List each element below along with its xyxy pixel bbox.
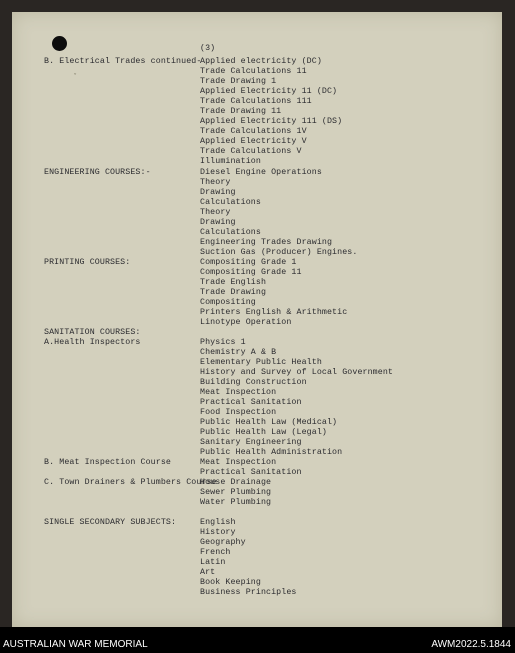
course-item: Food Inspection: [200, 408, 277, 417]
course-item: Calculations: [200, 228, 261, 237]
course-item: Calculations: [200, 198, 261, 207]
punch-hole: [52, 36, 67, 51]
section-heading: ENGINEERING COURSES:-: [44, 168, 151, 177]
course-item: Applied Electricity V: [200, 137, 307, 146]
course-item: Linotype Operation: [200, 318, 292, 327]
course-item: Drawing: [200, 218, 236, 227]
course-item: Theory: [200, 178, 231, 187]
section-heading: SINGLE SECONDARY SUBJECTS:: [44, 518, 177, 527]
page-number: (3): [200, 44, 216, 53]
section-heading: C. Town Drainers & Plumbers Course: [44, 478, 217, 487]
course-item: Latin: [200, 558, 226, 567]
course-item: Meat Inspection: [200, 458, 277, 467]
course-item: French: [200, 548, 231, 557]
course-item: Trade Calculations 111: [200, 97, 312, 106]
paper-mark: ˇ: [73, 73, 78, 81]
footer-institution: AUSTRALIAN WAR MEMORIAL: [3, 639, 148, 650]
section-heading: B. Meat Inspection Course: [44, 458, 171, 467]
course-item: Compositing Grade 11: [200, 268, 302, 277]
course-item: Trade Calculations 1V: [200, 127, 307, 136]
course-item: Compositing Grade 1: [200, 258, 297, 267]
course-item: Physics 1: [200, 338, 246, 347]
course-item: Printers English & Arithmetic: [200, 308, 348, 317]
course-item: House Drainage: [200, 478, 272, 487]
section-heading: SANITATION COURSES:: [44, 328, 141, 337]
section-heading: A.Health Inspectors: [44, 338, 141, 347]
course-item: Diesel Engine Operations: [200, 168, 322, 177]
course-item: Water Plumbing: [200, 498, 272, 507]
course-item: Public Health Administration: [200, 448, 343, 457]
course-item: Trade Calculations 11: [200, 67, 307, 76]
course-item: Trade Calculations V: [200, 147, 302, 156]
course-item: Drawing: [200, 188, 236, 197]
footer-accession-number: AWM2022.5.1844: [431, 639, 511, 650]
course-item: Suction Gas (Producer) Engines.: [200, 248, 358, 257]
course-item: Business Principles: [200, 588, 297, 597]
course-item: Art: [200, 568, 216, 577]
course-item: Book Keeping: [200, 578, 261, 587]
course-item: Chemistry A & B: [200, 348, 277, 357]
archive-footer: [0, 627, 515, 653]
course-item: Illumination: [200, 157, 261, 166]
course-item: Elementary Public Health: [200, 358, 322, 367]
course-item: Meat Inspection: [200, 388, 277, 397]
course-item: Sanitary Engineering: [200, 438, 302, 447]
course-item: Trade English: [200, 278, 267, 287]
course-item: Applied Electricity 111 (DS): [200, 117, 343, 126]
course-item: Engineering Trades Drawing: [200, 238, 333, 247]
course-item: Compositing: [200, 298, 256, 307]
course-item: Applied electricity (DC): [200, 57, 322, 66]
course-item: Theory: [200, 208, 231, 217]
section-heading: PRINTING COURSES:: [44, 258, 131, 267]
course-item: Geography: [200, 538, 246, 547]
course-item: Trade Drawing 1: [200, 77, 277, 86]
course-item: English: [200, 518, 236, 527]
section-heading: B. Electrical Trades continued-: [44, 57, 202, 66]
course-item: Sewer Plumbing: [200, 488, 272, 497]
course-item: Practical Sanitation: [200, 398, 302, 407]
course-item: Building Construction: [200, 378, 307, 387]
course-item: Trade Drawing 11: [200, 107, 282, 116]
course-item: Applied Electricity 11 (DC): [200, 87, 338, 96]
course-item: Trade Drawing: [200, 288, 267, 297]
course-item: Practical Sanitation: [200, 468, 302, 477]
course-item: History and Survey of Local Government: [200, 368, 393, 377]
course-item: History: [200, 528, 236, 537]
course-item: Public Health Law (Legal): [200, 428, 327, 437]
course-item: Public Health Law (Medical): [200, 418, 338, 427]
